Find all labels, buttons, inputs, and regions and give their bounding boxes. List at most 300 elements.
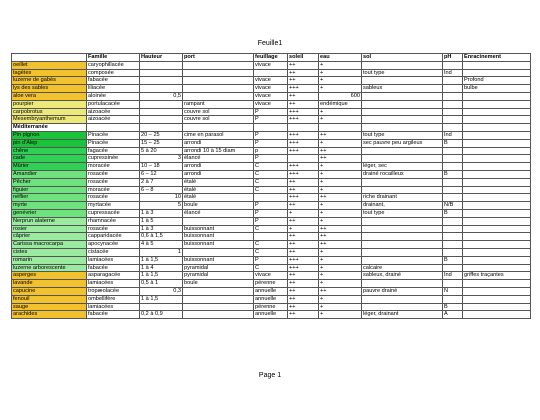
table-cell: 3 xyxy=(140,155,183,163)
table-cell: ++ xyxy=(288,77,319,85)
plant-name-cell: pin d'Alep xyxy=(12,139,87,147)
table-cell xyxy=(183,295,254,303)
table-row xyxy=(12,202,531,210)
table-cell xyxy=(362,61,443,69)
table-cell: ++ xyxy=(319,225,362,233)
table-cell xyxy=(463,92,531,100)
table-row xyxy=(12,108,531,116)
table-cell: 4 à 5 xyxy=(140,241,183,249)
table-cell xyxy=(463,280,531,288)
table-cell xyxy=(362,108,443,116)
table-cell xyxy=(362,124,443,132)
table-cell: + xyxy=(319,303,362,311)
table-cell: annuelle xyxy=(254,311,288,319)
table-row xyxy=(12,77,531,85)
table-cell xyxy=(362,217,443,225)
table-cell: tout type xyxy=(362,209,443,217)
table-cell: asparagacée xyxy=(87,272,140,280)
table-row xyxy=(12,233,531,241)
table-row xyxy=(12,139,531,147)
table-cell: fagacée xyxy=(87,147,140,155)
table-cell: liliacée xyxy=(87,85,140,93)
table-cell: + xyxy=(319,248,362,256)
header-port: port xyxy=(183,54,254,62)
table-row xyxy=(12,155,531,163)
table-cell: +++ xyxy=(288,131,319,139)
table-row xyxy=(12,256,531,264)
table-cell: 0,5 à 1 xyxy=(140,280,183,288)
table-cell: B xyxy=(443,256,463,264)
table-cell xyxy=(463,225,531,233)
plant-name-cell: Mûrier xyxy=(12,163,87,171)
table-cell xyxy=(463,194,531,202)
table-row xyxy=(12,272,531,280)
table-cell: 0,5 xyxy=(140,92,183,100)
table-cell xyxy=(362,186,443,194)
table-cell: arrondi 10 à 15 diam xyxy=(183,147,254,155)
table-cell: cistacée xyxy=(87,248,140,256)
table-cell: cupressinée xyxy=(87,155,140,163)
table-cell xyxy=(463,61,531,69)
table-cell: rhamnacée xyxy=(87,217,140,225)
table-cell: +++ xyxy=(288,85,319,93)
table-cell xyxy=(140,100,183,108)
table-cell: ++ xyxy=(288,233,319,241)
header-eau: eau xyxy=(319,54,362,62)
table-row xyxy=(12,85,531,93)
table-cell: P xyxy=(254,256,288,264)
plant-name-cell: aloe vera xyxy=(12,92,87,100)
table-cell: étalé xyxy=(183,186,254,194)
table-cell: ++ xyxy=(319,287,362,295)
table-cell: boule xyxy=(183,280,254,288)
table-cell xyxy=(362,100,443,108)
table-cell: vivace xyxy=(254,100,288,108)
table-cell: myrtacée xyxy=(87,202,140,210)
table-cell: 0,2 à 0,9 xyxy=(140,311,183,319)
table-cell: vivace xyxy=(254,272,288,280)
table-body xyxy=(12,61,531,318)
table-row xyxy=(12,303,531,311)
table-cell: pyramidal xyxy=(183,264,254,272)
table-cell: + xyxy=(319,295,362,303)
table-cell: +++ xyxy=(288,147,319,155)
table-cell xyxy=(319,124,362,132)
table-cell xyxy=(362,280,443,288)
table-cell: + xyxy=(319,264,362,272)
table-cell xyxy=(443,77,463,85)
table-cell: C xyxy=(254,163,288,171)
table-cell: + xyxy=(319,217,362,225)
table-cell: ++ xyxy=(288,69,319,77)
table-cell: P xyxy=(254,108,288,116)
plant-name-cell: sauge xyxy=(12,303,87,311)
table-cell xyxy=(362,241,443,249)
table-cell: vivace xyxy=(254,85,288,93)
table-cell: caryophillacée xyxy=(87,61,140,69)
table-cell: 2 à 7 xyxy=(140,178,183,186)
table-cell: ++ xyxy=(288,295,319,303)
table-row xyxy=(12,170,531,178)
table-cell: 1 xyxy=(140,248,183,256)
table-cell: C xyxy=(254,264,288,272)
table-cell xyxy=(362,178,443,186)
plant-name-cell: genévrier xyxy=(12,209,87,217)
table-cell: +++ xyxy=(288,139,319,147)
table-cell: ++ xyxy=(288,248,319,256)
table-cell: ++ xyxy=(288,186,319,194)
table-cell: + xyxy=(319,202,362,210)
plant-name-cell: Méditerranée xyxy=(12,124,87,132)
plant-name-cell: Pin pignon xyxy=(12,131,87,139)
sheet-title: Feuille1 xyxy=(257,40,283,47)
table-cell: C xyxy=(254,241,288,249)
table-cell: fabacée xyxy=(87,264,140,272)
table-cell xyxy=(463,69,531,77)
table-cell: + xyxy=(319,69,362,77)
table-cell: ++ xyxy=(319,233,362,241)
plant-name-cell: Pêcher xyxy=(12,178,87,186)
table-cell: Ind xyxy=(443,272,463,280)
header-soleil: soleil xyxy=(288,54,319,62)
table-cell: P xyxy=(254,116,288,124)
table-cell xyxy=(87,124,140,132)
table-cell xyxy=(463,170,531,178)
table-cell: endémique xyxy=(319,100,362,108)
table-cell xyxy=(443,217,463,225)
table-cell xyxy=(463,116,531,124)
table-cell: étalé xyxy=(183,194,254,202)
table-row xyxy=(12,147,531,155)
plant-name-cell: fenouil xyxy=(12,295,87,303)
table-cell: rosacée xyxy=(87,178,140,186)
table-cell: aizoacée xyxy=(87,108,140,116)
header-name xyxy=(12,54,87,62)
table-cell xyxy=(140,108,183,116)
table-cell xyxy=(443,108,463,116)
table-cell xyxy=(183,287,254,295)
table-cell: 1 à 1,5 xyxy=(140,256,183,264)
plant-name-cell: cade xyxy=(12,155,87,163)
table-row xyxy=(12,217,531,225)
table-cell xyxy=(443,295,463,303)
table-cell: + xyxy=(319,116,362,124)
table-cell: ++ xyxy=(319,147,362,155)
table-cell: ++ xyxy=(288,100,319,108)
table-cell: pérenne xyxy=(254,303,288,311)
table-cell xyxy=(183,92,254,100)
table-cell: ++ xyxy=(288,217,319,225)
table-cell: ++ xyxy=(288,178,319,186)
table-cell: fabacée xyxy=(87,77,140,85)
table-cell: + xyxy=(288,209,319,217)
table-cell xyxy=(463,311,531,319)
page-footer: Page 1 xyxy=(258,372,282,379)
table-cell: sableux, drainé xyxy=(362,272,443,280)
table-cell: 0,3 xyxy=(140,287,183,295)
table-cell xyxy=(463,264,531,272)
table-cell: p xyxy=(254,147,288,155)
header-enracinement: Enracinement xyxy=(463,54,531,62)
table-cell: Pinacée xyxy=(87,131,140,139)
plant-name-cell: figuier xyxy=(12,186,87,194)
table-cell xyxy=(362,147,443,155)
table-cell xyxy=(463,217,531,225)
table-cell: ++ xyxy=(288,272,319,280)
table-cell xyxy=(183,77,254,85)
plant-name-cell: cistes xyxy=(12,248,87,256)
table-cell: étalé xyxy=(183,178,254,186)
table-cell: rosacée xyxy=(87,225,140,233)
table-cell: aloinée xyxy=(87,92,140,100)
table-cell: ++ xyxy=(288,287,319,295)
table-cell: + xyxy=(319,77,362,85)
table-cell xyxy=(362,77,443,85)
header-row xyxy=(12,54,531,62)
table-cell: buissonnant xyxy=(183,233,254,241)
table-cell: annuelle xyxy=(254,295,288,303)
table-cell: vivace xyxy=(254,92,288,100)
table-cell xyxy=(463,163,531,171)
table-cell: 0,6 à 1,5 xyxy=(140,233,183,241)
plant-name-cell: rosier xyxy=(12,225,87,233)
table-cell: 1 à 1,5 xyxy=(140,295,183,303)
table-cell: tropæolacée xyxy=(87,287,140,295)
table-cell: léger, drainant xyxy=(362,311,443,319)
table-row xyxy=(12,311,531,319)
section-row xyxy=(12,124,531,132)
table-cell xyxy=(443,233,463,241)
table-cell: ++ xyxy=(288,311,319,319)
table-cell: Ind xyxy=(443,69,463,77)
table-cell xyxy=(463,100,531,108)
table-cell xyxy=(443,248,463,256)
table-cell xyxy=(463,233,531,241)
table-cell: vivace xyxy=(254,61,288,69)
table-cell: 1 à 3 xyxy=(140,225,183,233)
table-cell: rampant xyxy=(183,100,254,108)
table-cell: boule xyxy=(183,202,254,210)
table-cell: 10 xyxy=(140,194,183,202)
table-cell xyxy=(463,139,531,147)
table-cell: 10 – 18 xyxy=(140,163,183,171)
table-cell xyxy=(463,248,531,256)
table-cell: + xyxy=(319,108,362,116)
table-cell xyxy=(443,100,463,108)
table-cell: 1 à 1,5 xyxy=(140,272,183,280)
table-cell: arrondi xyxy=(183,139,254,147)
table-cell xyxy=(463,147,531,155)
table-cell: P xyxy=(254,209,288,217)
table-cell: griffes traçantes xyxy=(463,272,531,280)
table-cell: 1 à 5 xyxy=(140,217,183,225)
plant-name-cell: lavande xyxy=(12,280,87,288)
table-cell: pérenne xyxy=(254,280,288,288)
table-cell: aizoacée xyxy=(87,116,140,124)
table-cell xyxy=(463,124,531,132)
table-cell: 5 xyxy=(140,202,183,210)
plant-name-cell: asperges xyxy=(12,272,87,280)
table-cell: 15 – 25 xyxy=(140,139,183,147)
table-cell xyxy=(362,256,443,264)
table-cell: apocynacée xyxy=(87,241,140,249)
table-cell: 6 – 8 xyxy=(140,186,183,194)
table-cell: +++ xyxy=(288,264,319,272)
table-cell: P xyxy=(254,139,288,147)
table-cell: ++ xyxy=(319,131,362,139)
header-famille: Famille xyxy=(87,54,140,62)
table-cell xyxy=(183,69,254,77)
table-cell: drainé rocailleux xyxy=(362,170,443,178)
table-cell: ++ xyxy=(288,280,319,288)
table-cell xyxy=(463,186,531,194)
header-sol: sol xyxy=(362,54,443,62)
table-cell xyxy=(443,116,463,124)
table-cell xyxy=(288,124,319,132)
table-cell xyxy=(183,217,254,225)
table-cell xyxy=(183,303,254,311)
table-row xyxy=(12,92,531,100)
plant-name-cell: capucine xyxy=(12,287,87,295)
plant-name-cell: Mesembryanthemum xyxy=(12,116,87,124)
table-cell: 20 – 25 xyxy=(140,131,183,139)
table-cell: rosacée xyxy=(87,194,140,202)
table-cell xyxy=(183,248,254,256)
table-cell: Profond xyxy=(463,77,531,85)
table-row xyxy=(12,225,531,233)
table-cell: B xyxy=(443,209,463,217)
table-cell xyxy=(140,124,183,132)
table-cell xyxy=(362,92,443,100)
table-cell xyxy=(463,295,531,303)
table-cell xyxy=(443,92,463,100)
plant-name-cell: oeillet xyxy=(12,61,87,69)
table-cell: couvre sol xyxy=(183,116,254,124)
table-row xyxy=(12,61,531,69)
table-cell xyxy=(443,280,463,288)
table-cell: portulacacée xyxy=(87,100,140,108)
table-cell: sableux xyxy=(362,85,443,93)
table-row xyxy=(12,131,531,139)
plant-name-cell: romarin xyxy=(12,256,87,264)
table-cell xyxy=(443,264,463,272)
table-cell xyxy=(362,233,443,241)
table-cell xyxy=(140,85,183,93)
table-cell: C xyxy=(254,178,288,186)
table-cell xyxy=(362,116,443,124)
table-cell: ++ xyxy=(319,241,362,249)
table-cell: A xyxy=(443,311,463,319)
plant-name-cell: luzerne arborescente xyxy=(12,264,87,272)
table-cell xyxy=(362,295,443,303)
table-row xyxy=(12,248,531,256)
table-cell: ++ xyxy=(319,194,362,202)
table-cell xyxy=(443,225,463,233)
table-cell: B xyxy=(443,139,463,147)
table-row xyxy=(12,163,531,171)
table-cell: P xyxy=(254,155,288,163)
table-row xyxy=(12,116,531,124)
table-cell xyxy=(254,194,288,202)
table-cell: +++ xyxy=(288,108,319,116)
table-cell: +++ xyxy=(288,256,319,264)
table-cell: + xyxy=(319,85,362,93)
table-cell: riche drainant xyxy=(362,194,443,202)
table-cell: élancé xyxy=(183,209,254,217)
table-cell: arrondi xyxy=(183,170,254,178)
table-cell: +++ xyxy=(288,170,319,178)
table-cell: P xyxy=(254,131,288,139)
table-cell: + xyxy=(319,61,362,69)
table-row xyxy=(12,295,531,303)
plant-name-cell: pourpier xyxy=(12,100,87,108)
table-row xyxy=(12,209,531,217)
table-cell: Ind xyxy=(443,131,463,139)
table-cell xyxy=(254,233,288,241)
table-cell: + xyxy=(319,139,362,147)
table-cell: ++ xyxy=(288,303,319,311)
table-cell xyxy=(140,61,183,69)
plant-name-cell: Nerprun alaterne xyxy=(12,217,87,225)
header-hauteur: Hauteur xyxy=(140,54,183,62)
table-cell: ombellifère xyxy=(87,295,140,303)
table-row xyxy=(12,69,531,77)
plant-name-cell: Carissa macrocarpa xyxy=(12,241,87,249)
table-cell: C xyxy=(254,225,288,233)
table-cell xyxy=(443,85,463,93)
table-cell: lamiacées xyxy=(87,303,140,311)
plant-name-cell: câprier xyxy=(12,233,87,241)
table-row xyxy=(12,287,531,295)
table-cell: N xyxy=(443,287,463,295)
table-cell: C xyxy=(254,170,288,178)
plant-name-cell: lys des sables xyxy=(12,85,87,93)
table-cell xyxy=(463,287,531,295)
table-row xyxy=(12,178,531,186)
table-cell: +++ xyxy=(288,116,319,124)
table-cell xyxy=(362,303,443,311)
table-cell: + xyxy=(319,163,362,171)
table-cell: ++ xyxy=(288,61,319,69)
table-cell: vivace xyxy=(254,77,288,85)
table-cell: +++ xyxy=(288,163,319,171)
table-cell: cupressacée xyxy=(87,209,140,217)
plant-name-cell: Amandier xyxy=(12,170,87,178)
table-cell xyxy=(443,241,463,249)
table-cell: C xyxy=(254,186,288,194)
plant-name-cell: tagètes xyxy=(12,69,87,77)
table-cell: léger, sec xyxy=(362,163,443,171)
table-cell: + xyxy=(319,209,362,217)
table-cell: moracée xyxy=(87,163,140,171)
plant-name-cell: chêne xyxy=(12,147,87,155)
table-cell: Pinacée xyxy=(87,139,140,147)
plant-name-cell: arachides xyxy=(12,311,87,319)
table-cell xyxy=(463,256,531,264)
plant-name-cell: myrte xyxy=(12,202,87,210)
table-cell: tout type xyxy=(362,131,443,139)
table-cell xyxy=(288,155,319,163)
table-cell: annuelle xyxy=(254,287,288,295)
table-cell: arrondi xyxy=(183,163,254,171)
table-cell: + xyxy=(319,170,362,178)
table-cell: + xyxy=(288,225,319,233)
table-cell xyxy=(443,186,463,194)
table-cell: + xyxy=(319,186,362,194)
plant-table xyxy=(11,53,531,319)
table-cell xyxy=(463,131,531,139)
table-row xyxy=(12,194,531,202)
